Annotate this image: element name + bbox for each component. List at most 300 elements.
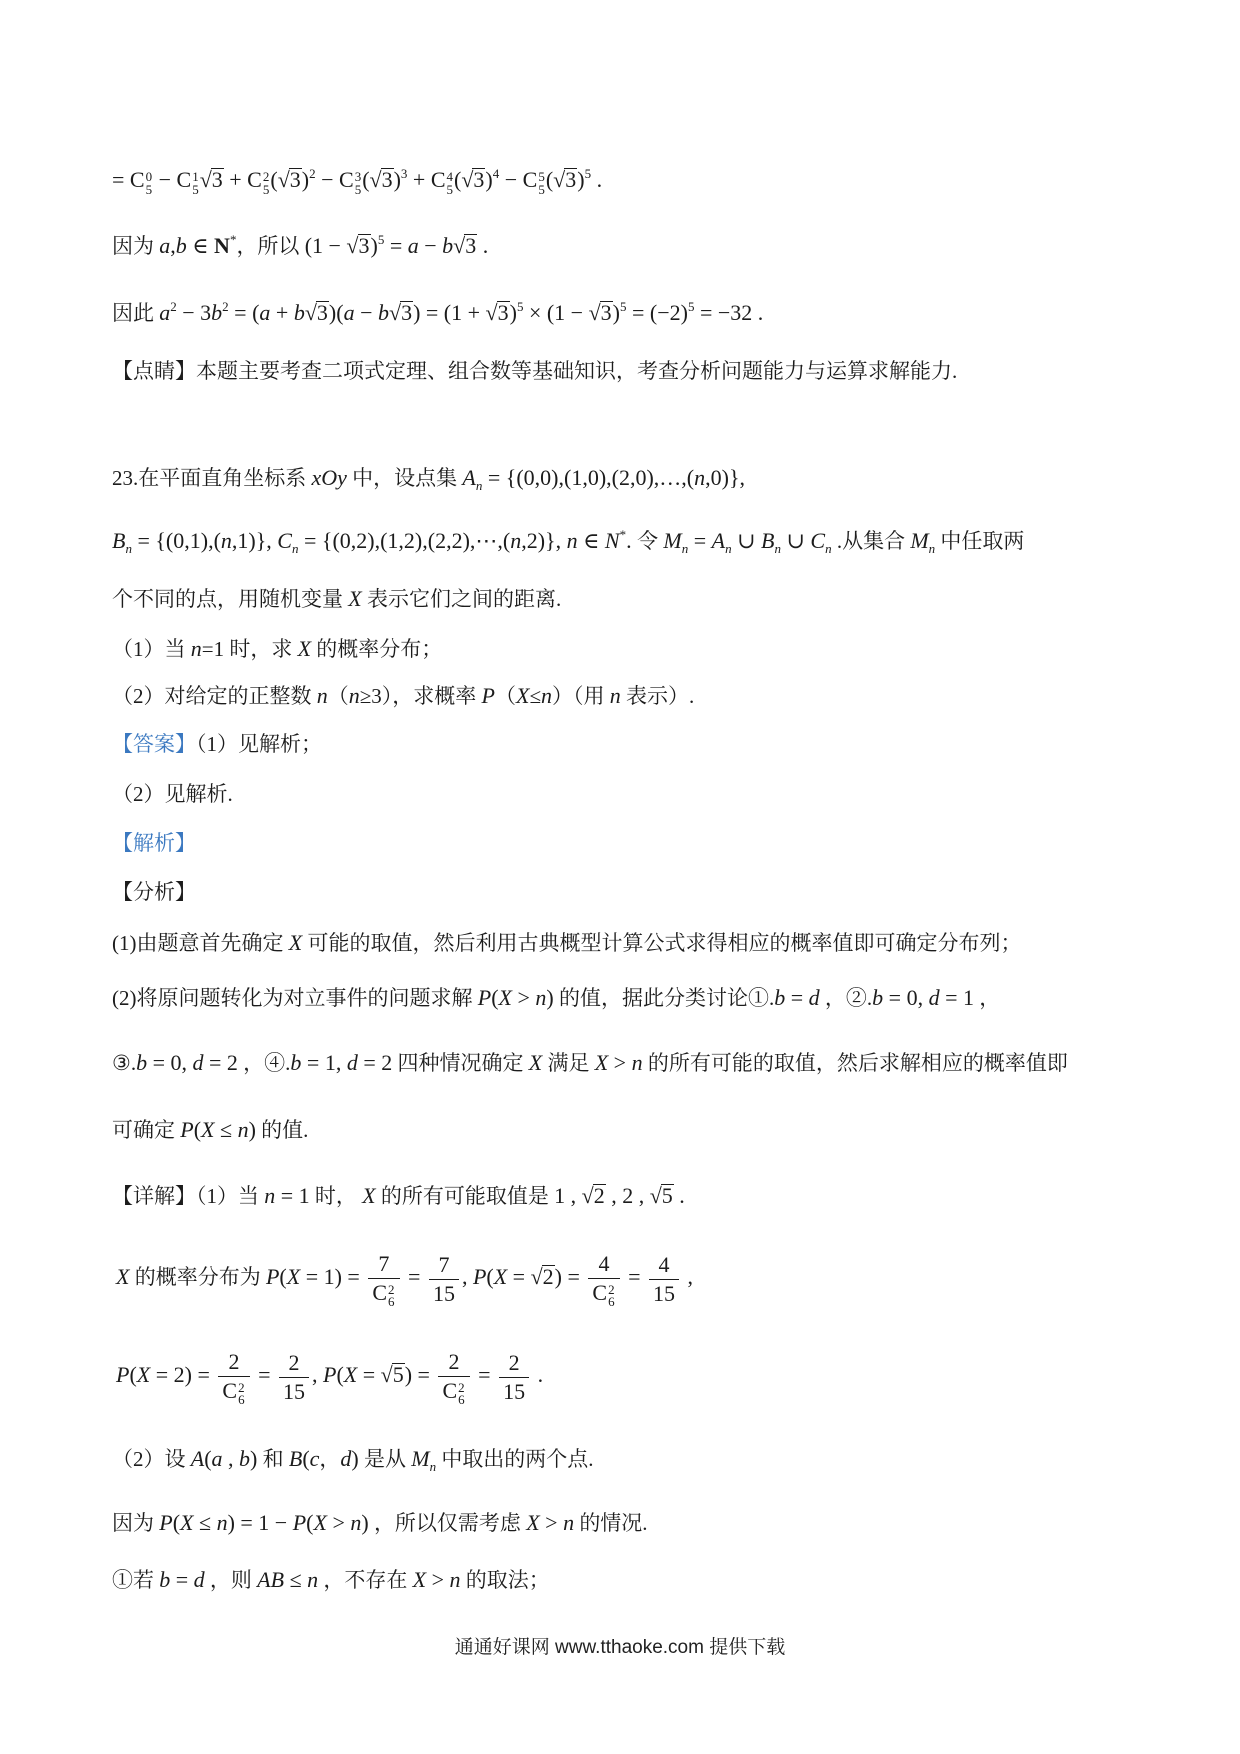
math-variable: b <box>377 300 389 325</box>
text-run: 可确定 <box>112 1118 181 1142</box>
since-ab-natural-line <box>112 228 488 264</box>
text-run: 时， <box>309 1184 363 1208</box>
square-root <box>650 1184 674 1208</box>
math-variable: n <box>220 528 232 553</box>
question-23-statement <box>112 460 745 496</box>
question-23-distance-line <box>112 581 561 617</box>
math-text: ( <box>362 167 370 192</box>
square-root <box>461 168 485 192</box>
text-run: 【点睛】本题主要考查二项式定理、组合数等基础知识，考查分析问题能力与运算求解能力. <box>112 359 958 383</box>
math-text: , 2 , <box>605 1183 650 1208</box>
text-run: 是从 <box>358 1447 412 1471</box>
text-run: (1)由题意首先确定 <box>112 931 289 955</box>
subscript: 5 <box>446 181 454 197</box>
math-variable: X <box>313 1510 327 1535</box>
math-variable: d <box>346 1050 358 1075</box>
text-run: ≥3），求概率 <box>359 684 482 708</box>
math-text: . <box>591 167 603 192</box>
math-text: ( <box>193 1117 202 1142</box>
math-text: . <box>626 528 638 553</box>
superscript: 5 <box>538 169 545 184</box>
numerator <box>218 1348 249 1377</box>
math-text: = <box>622 1264 647 1289</box>
superscript: 5 <box>619 299 627 314</box>
math-variable: d <box>340 1446 352 1471</box>
radicand: 3 <box>316 300 328 325</box>
math-variable: P <box>265 1264 280 1289</box>
math-variable: n <box>307 1567 319 1592</box>
subscript: 5 <box>262 181 270 197</box>
math-text: ≤ <box>214 1117 238 1142</box>
subscript: n <box>681 541 689 556</box>
math-text: , <box>461 1264 473 1289</box>
math-variable: b <box>239 1446 251 1471</box>
fraction <box>438 1348 469 1407</box>
math-text: ) <box>248 1117 256 1142</box>
math-variable: X <box>515 683 530 708</box>
math-variable: b <box>136 1050 148 1075</box>
text-run: 表示）. <box>620 684 695 708</box>
math-text: . <box>673 1183 685 1208</box>
math-text: . <box>532 1362 544 1387</box>
math-text: )( <box>328 300 344 325</box>
math-text: = <box>507 1264 531 1289</box>
text-run: 【详解】（1）当 <box>112 1184 265 1208</box>
probability-distribution-line-1 <box>116 1235 693 1319</box>
math-variable: C <box>277 528 292 553</box>
binomial-indices <box>192 171 199 196</box>
text-run: 四种情况确定 <box>392 1051 529 1075</box>
math-variable: b <box>290 1050 302 1075</box>
math-text: C <box>442 1377 458 1403</box>
subscript: n <box>825 541 832 556</box>
math-variable: c <box>309 1446 320 1471</box>
math-text: ,0)}, <box>705 465 746 490</box>
superscript: 2 <box>388 1281 395 1297</box>
math-text: = <box>357 1362 381 1387</box>
denominator <box>588 1279 619 1309</box>
math-variable: X <box>136 1362 151 1387</box>
math-variable: X <box>362 1183 376 1208</box>
math-variable: P <box>180 1117 194 1142</box>
math-text: ) <box>577 167 585 192</box>
text-run: 中取出的两个点. <box>436 1447 594 1471</box>
superscript: 2 <box>458 1379 465 1395</box>
superscript: 1 <box>192 169 199 184</box>
math-text: = 1) = <box>300 1264 366 1289</box>
fraction <box>429 1251 459 1308</box>
math-variable: AB <box>257 1567 285 1592</box>
text-run: （ <box>494 684 516 708</box>
subscript: n <box>429 1459 437 1474</box>
fraction <box>649 1251 679 1308</box>
subscript: 6 <box>238 1392 245 1408</box>
math-text: ) <box>250 1446 258 1471</box>
text-run: =1 时，求 <box>201 637 298 661</box>
math-text: ≤ <box>193 1510 217 1535</box>
math-variable: b <box>211 300 223 325</box>
math-text: + C <box>407 167 446 192</box>
subscript: n <box>725 541 732 556</box>
analysis-step-2-cases <box>112 1045 1068 1081</box>
analysis-step-2-end <box>112 1112 308 1148</box>
text-run: ，④. <box>237 1051 291 1075</box>
math-text: ,2)}, <box>521 528 567 553</box>
math-variable: n <box>449 1567 461 1592</box>
section-label: 【答案】 <box>112 732 196 756</box>
math-variable: d <box>928 985 940 1010</box>
square-root <box>305 301 329 325</box>
square-root <box>389 301 413 325</box>
math-variable: n <box>566 528 578 553</box>
superscript: 2 <box>608 1281 615 1297</box>
text-run: （2）设 <box>112 1447 191 1471</box>
math-variable: a <box>259 300 271 325</box>
math-variable: n <box>190 636 202 661</box>
superscript: 4 <box>492 166 500 181</box>
text-run: (2)将原问题转化为对立事件的问题求解 <box>112 986 478 1010</box>
math-text: = {(0,2),(1,2),(2,2),⋯,( <box>298 528 511 553</box>
text-run: 的值，据此分类讨论①. <box>553 986 775 1010</box>
numerator <box>429 1251 459 1280</box>
math-text: = 1 <box>275 1183 310 1208</box>
math-variable: b <box>175 233 187 258</box>
binomial-expansion-line <box>112 162 602 198</box>
math-text: ∪ <box>780 528 811 553</box>
math-variable: P <box>481 683 495 708</box>
math-text: , <box>682 1264 694 1289</box>
analysis-step-1 <box>112 925 1021 961</box>
math-text: 2 <box>508 1349 520 1375</box>
math-text: = {(0,1),( <box>131 528 221 553</box>
superscript: 5 <box>687 299 695 314</box>
math-text: 4 <box>598 1250 610 1276</box>
numerator <box>499 1349 529 1378</box>
math-text: 7 <box>438 1251 450 1277</box>
radicand: 2 <box>593 1183 605 1208</box>
text-run: （1）见解析； <box>196 732 322 756</box>
math-text: ( <box>491 985 499 1010</box>
radicand: 2 <box>542 1264 554 1289</box>
math-variable: M <box>411 1446 430 1471</box>
math-text: ) <box>509 300 517 325</box>
text-run: ≤ <box>529 684 541 708</box>
denominator <box>279 1378 309 1406</box>
text-run: （1）当 <box>112 637 191 661</box>
math-text: = −32 . <box>694 300 764 325</box>
math-variable: d <box>808 985 820 1010</box>
numerator <box>588 1250 619 1279</box>
math-variable: d <box>192 1050 204 1075</box>
commentary-paragraph <box>112 353 957 389</box>
binomial-indices <box>238 1379 245 1408</box>
math-variable: M <box>910 528 929 553</box>
subscript: 5 <box>145 181 153 197</box>
text-run: 满足 <box>542 1051 595 1075</box>
superscript: 2 <box>238 1379 245 1395</box>
math-variable: A <box>711 528 726 553</box>
superscript: 5 <box>516 299 524 314</box>
denominator <box>218 1377 249 1407</box>
question-23-part-2 <box>112 678 694 714</box>
math-text: = <box>170 1567 194 1592</box>
math-variable: M <box>663 528 682 553</box>
math-text: − C <box>153 167 192 192</box>
probability-distribution-line-2 <box>116 1333 543 1417</box>
math-variable: d <box>193 1567 205 1592</box>
math-text: = 2 <box>203 1050 238 1075</box>
math-text: + C <box>223 167 262 192</box>
math-variable: P <box>116 1362 130 1387</box>
math-text: = 2 <box>357 1050 393 1075</box>
square-root <box>346 234 370 258</box>
math-text: = 0, <box>147 1050 193 1075</box>
radicand: 5 <box>392 1362 404 1387</box>
math-text: = <box>252 1362 276 1387</box>
math-variable: a <box>159 233 171 258</box>
math-text: 7 <box>378 1250 390 1276</box>
math-text: ( <box>172 1510 181 1535</box>
math-text: ( <box>545 167 554 192</box>
text-run: ， <box>319 1447 341 1471</box>
text-run: ③. <box>112 1051 137 1075</box>
text-run: 的所有可能取值是 <box>375 1184 555 1208</box>
superscript: * <box>229 232 237 247</box>
binomial-indices <box>538 171 545 196</box>
subscript: n <box>774 541 781 556</box>
question-23-sets-line <box>112 523 1024 559</box>
subscript: 5 <box>354 181 362 197</box>
math-text: ) <box>612 300 620 325</box>
fraction <box>218 1348 249 1407</box>
math-text: > <box>426 1567 450 1592</box>
binomial-indices <box>388 1281 395 1310</box>
result-minus-32-line <box>112 295 763 331</box>
solution-heading <box>112 825 196 861</box>
math-text: = ( <box>228 300 260 325</box>
math-text: = {(0,0),(1,0),(2,0),…,( <box>482 465 695 490</box>
math-text: > <box>326 1510 351 1535</box>
math-text: ( <box>129 1362 137 1387</box>
text-run: 的值. <box>255 1118 309 1142</box>
square-root <box>582 1184 606 1208</box>
denominator <box>649 1280 679 1308</box>
subscript: n <box>291 541 299 556</box>
math-variable: P <box>477 985 492 1010</box>
math-text: = 1 <box>939 985 974 1010</box>
section-label: 【解析】 <box>112 831 196 855</box>
math-variable: X <box>498 985 512 1010</box>
text-run: 的情况. <box>574 1511 648 1535</box>
superscript: 3 <box>400 166 408 181</box>
math-variable: n <box>264 1183 276 1208</box>
math-variable: a <box>343 300 355 325</box>
math-variable: b <box>774 985 786 1010</box>
math-variable: n <box>348 683 360 708</box>
radicand: 3 <box>565 167 577 192</box>
math-variable: X <box>297 636 312 661</box>
math-text: . <box>477 233 489 258</box>
math-text: > <box>539 1510 564 1535</box>
math-text: ) <box>485 167 493 192</box>
text-run: （ <box>327 684 349 708</box>
radicand: 3 <box>381 167 393 192</box>
analysis-step-2 <box>112 980 1000 1016</box>
math-text: = <box>384 233 408 258</box>
math-text: , <box>311 1362 323 1387</box>
math-variable: n <box>540 683 552 708</box>
math-text: ) = (1 + <box>413 300 486 325</box>
math-text: − 3 <box>176 300 212 325</box>
text-run: ①若 <box>112 1568 160 1592</box>
math-text: = <box>472 1362 497 1387</box>
subscript: 5 <box>192 181 199 197</box>
math-text: , <box>222 1446 240 1471</box>
superscript: 3 <box>354 169 362 184</box>
text-run: .从集合 <box>831 529 911 553</box>
superscript: 4 <box>446 169 454 184</box>
superscript: 2 <box>309 166 316 181</box>
math-text: × (1 − <box>523 300 589 325</box>
text-run: 的取法； <box>460 1568 550 1592</box>
math-text: 2 <box>228 1348 240 1374</box>
math-text: ) <box>393 167 401 192</box>
text-run: 的所有可能的取值，然后求解相应的概率值即 <box>642 1051 1068 1075</box>
math-variable: n <box>510 528 522 553</box>
text-run: 的概率分布； <box>311 637 443 661</box>
math-text: + <box>270 300 294 325</box>
math-variable: n <box>609 683 621 708</box>
math-text: ) <box>546 985 554 1010</box>
math-variable: xOy <box>311 465 347 490</box>
math-text: = <box>688 528 712 553</box>
math-text: ( <box>270 167 278 192</box>
text-run: 的概率分布为 <box>129 1265 266 1289</box>
math-variable: B <box>761 528 775 553</box>
analysis-heading <box>112 874 196 910</box>
math-variable: a <box>211 1446 223 1471</box>
superscript: 2 <box>222 299 229 314</box>
math-variable: n <box>631 1050 643 1075</box>
superscript: 2 <box>262 169 270 184</box>
math-text: 2 <box>288 1349 300 1375</box>
math-text: ∪ <box>731 528 761 553</box>
math-text: C <box>222 1377 238 1403</box>
math-variable: X <box>493 1264 508 1289</box>
math-text: ) = <box>404 1362 436 1387</box>
math-text: 2 <box>448 1348 460 1374</box>
denominator <box>438 1377 469 1407</box>
fraction <box>588 1250 619 1309</box>
math-text: = 2) = <box>150 1362 216 1387</box>
square-root <box>553 168 577 192</box>
math-text: ( <box>279 1264 287 1289</box>
math-variable: P <box>159 1510 173 1535</box>
math-text: 15 <box>503 1378 526 1404</box>
math-text: ( <box>454 167 462 192</box>
text-run: （2）见解析. <box>112 782 233 806</box>
complement-reasoning-line <box>112 1505 648 1541</box>
math-variable: n <box>350 1510 362 1535</box>
numerator <box>279 1349 309 1378</box>
subscript: n <box>928 541 936 556</box>
math-variable: a <box>407 233 419 258</box>
fraction <box>499 1349 529 1406</box>
text-run: 表示它们之间的距离. <box>361 587 562 611</box>
binomial-indices <box>355 171 362 196</box>
superscript: 0 <box>145 169 153 184</box>
text-run: ）（用 <box>551 684 610 708</box>
math-variable: X <box>201 1117 215 1142</box>
math-text: ( <box>336 1362 344 1387</box>
subscript: n <box>125 541 132 556</box>
math-variable: B <box>288 1446 303 1471</box>
text-run: 因为 <box>112 1511 160 1535</box>
detailed-solution-part-2 <box>112 1441 594 1477</box>
square-root <box>589 301 613 325</box>
math-variable: n <box>563 1510 575 1535</box>
math-variable: a <box>159 300 171 325</box>
math-variable: b <box>159 1567 171 1592</box>
math-text: − C <box>315 167 354 192</box>
math-variable: P <box>472 1264 487 1289</box>
math-text: − <box>354 300 378 325</box>
radicand: 5 <box>661 1183 673 1208</box>
math-text: ) <box>361 1510 369 1535</box>
superscript: 5 <box>377 232 385 247</box>
text-run: 个不同的点，用随机变量 <box>112 587 349 611</box>
math-text: ( <box>302 1446 310 1471</box>
binomial-indices <box>458 1379 465 1408</box>
math-variable: X <box>288 930 303 955</box>
math-text: 1 , <box>554 1183 582 1208</box>
math-text: = 1, <box>301 1050 347 1075</box>
superscript: 2 <box>170 299 177 314</box>
math-text: ∈ <box>186 233 215 258</box>
text-run: 因为 <box>112 234 160 258</box>
binomial-indices <box>447 171 454 196</box>
text-run: 令 <box>637 529 664 553</box>
text-run: 因此 <box>112 301 160 325</box>
math-text: − C <box>499 167 538 192</box>
math-variable: n <box>316 683 328 708</box>
text-run: 【分析】 <box>112 880 196 904</box>
page-footer: 通通好课网 www.tthaoke.com 提供下载 <box>454 1637 786 1658</box>
subscript: n <box>475 478 483 493</box>
math-bold-symbol: N <box>214 233 230 258</box>
square-root <box>381 1363 405 1387</box>
math-variable: X <box>528 1050 543 1075</box>
math-variable: n <box>694 465 706 490</box>
text-run: 23.在平面直角坐标系 <box>112 466 312 490</box>
math-text: ≤ <box>284 1567 308 1592</box>
question-23-part-1 <box>112 631 442 667</box>
math-variable: B <box>112 528 126 553</box>
subscript: 5 <box>538 181 545 197</box>
math-variable: n <box>535 985 547 1010</box>
math-text: (1 − <box>304 233 347 258</box>
math-text: 15 <box>432 1280 455 1306</box>
math-text: − <box>418 233 443 258</box>
math-text: C <box>372 1279 388 1305</box>
text-run: ， <box>974 986 1001 1010</box>
radicand: 3 <box>600 300 612 325</box>
math-variable: C <box>810 528 826 553</box>
math-text: ( <box>486 1264 494 1289</box>
square-root <box>453 234 477 258</box>
math-variable: N <box>604 528 620 553</box>
numerator <box>649 1251 679 1280</box>
